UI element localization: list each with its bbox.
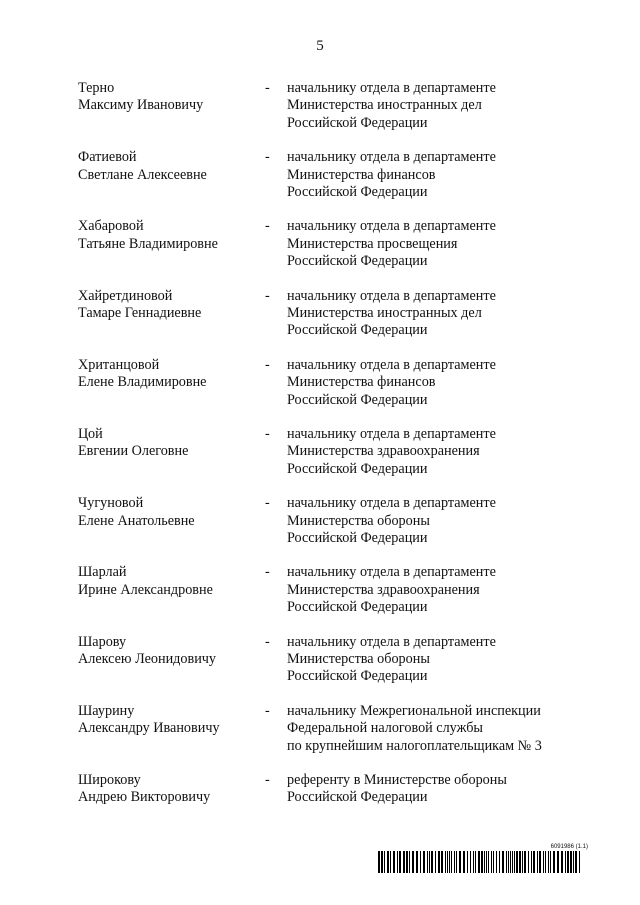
dash-separator: -: [265, 702, 270, 719]
position-title: [287, 149, 598, 218]
barcode-bar: [565, 851, 566, 873]
barcode-bar: [463, 851, 465, 873]
position-line: начальнику отдела в департаменте: [287, 356, 496, 373]
barcode-bar: [478, 851, 480, 873]
barcode-bar: [488, 851, 489, 873]
dash-separator: -: [265, 287, 270, 304]
person-given-names: Евгении Олеговне: [78, 443, 189, 460]
position-line: референту в Министерстве обороны: [287, 771, 507, 788]
barcode-bar: [427, 851, 428, 873]
position-line: Федеральной налоговой службы: [287, 720, 483, 737]
position-line: начальнику отдела в департаменте: [287, 633, 496, 650]
position-title: [287, 564, 598, 633]
dash-separator: -: [265, 771, 270, 788]
barcode-bar: [537, 851, 538, 873]
position-title: [287, 288, 598, 357]
person-name: [78, 772, 265, 841]
barcode-bar: [381, 851, 383, 873]
position-line: Министерства обороны: [287, 512, 430, 529]
list-item: [78, 634, 598, 703]
person-name: [78, 703, 265, 772]
barcode-bar: [387, 851, 389, 873]
position-line: Министерства финансов: [287, 374, 436, 391]
person-surname: Шарлай: [78, 564, 127, 581]
dash-separator: -: [265, 149, 270, 166]
barcode-bar: [567, 851, 569, 873]
position-line: начальнику отдела в департаменте: [287, 149, 496, 166]
barcode-bar: [514, 851, 515, 873]
dash-separator: -: [265, 564, 270, 581]
barcode-bar: [502, 851, 504, 873]
barcode-bar: [445, 851, 446, 873]
barcode-bar: [420, 851, 421, 873]
barcode-bars: [378, 851, 588, 873]
person-surname: Хайретдиновой: [78, 287, 173, 304]
person-given-names: Алексею Леонидовичу: [78, 650, 217, 667]
dash-separator: -: [265, 425, 270, 442]
dash-separator: -: [265, 495, 270, 512]
barcode-bar: [484, 851, 485, 873]
barcode-bar: [393, 851, 395, 873]
barcode-bar: [575, 851, 577, 873]
person-surname: Фатиевой: [78, 149, 137, 166]
person-given-names: Ирине Александровне: [78, 581, 213, 598]
position-line: Российской Федерации: [287, 391, 428, 408]
barcode-bar: [486, 851, 487, 873]
list-item: [78, 703, 598, 772]
position-line: начальнику отдела в департаменте: [287, 495, 496, 512]
position-line: Российской Федерации: [287, 184, 428, 200]
person-surname: Терно: [78, 80, 115, 96]
barcode-bar: [449, 851, 450, 873]
dash-separator: -: [265, 80, 270, 96]
person-name: [78, 634, 265, 703]
position-line: Министерства здравоохранения: [287, 443, 480, 460]
person-given-names: Татьяне Владимировне: [78, 235, 218, 252]
barcode-bar: [409, 851, 410, 873]
person-given-names: Андрею Викторовичу: [78, 789, 211, 806]
position-line: Российской Федерации: [287, 789, 428, 806]
list-item: [78, 149, 598, 218]
position-line: Министерства иностранных дел: [287, 304, 482, 321]
barcode-bar: [390, 851, 391, 873]
barcode-bar: [438, 851, 440, 873]
position-line: Министерства здравоохранения: [287, 581, 480, 598]
person-surname: Цой: [78, 425, 103, 442]
barcode-bar: [573, 851, 574, 873]
person-name: [78, 149, 265, 218]
person-name: [78, 426, 265, 495]
person-surname: Шарову: [78, 633, 127, 650]
barcode-bar: [456, 851, 457, 873]
barcode: [378, 844, 588, 873]
barcode-bar: [528, 851, 529, 873]
list-item: [78, 218, 598, 287]
position-line: начальнику Межрегиональной инспекции: [287, 702, 541, 719]
position-line: по крупнейшим налогоплательщикам № 3: [287, 737, 542, 754]
barcode-bar: [553, 851, 555, 873]
person-given-names: Тамаре Геннадиевне: [78, 304, 202, 321]
position-line: начальнику отдела в департаменте: [287, 564, 496, 581]
position-line: Министерства просвещения: [287, 235, 458, 252]
dash-separator: -: [265, 356, 270, 373]
barcode-bar: [423, 851, 425, 873]
barcode-bar: [447, 851, 448, 873]
barcode-bar: [454, 851, 455, 873]
person-surname: Широкову: [78, 771, 141, 788]
barcode-bar: [579, 851, 580, 873]
barcode-bar: [481, 851, 483, 873]
barcode-bar: [508, 851, 509, 873]
person-surname: Хабаровой: [78, 218, 144, 235]
barcode-bar: [470, 851, 471, 873]
position-line: начальнику отдела в департаменте: [287, 218, 496, 235]
position-line: Российской Федерации: [287, 322, 428, 339]
person-name: [78, 564, 265, 633]
barcode-bar: [533, 851, 535, 873]
list-item: [78, 495, 598, 564]
barcode-bar: [522, 851, 523, 873]
position-title: [287, 80, 598, 149]
barcode-caption: 6091986 (1.1): [550, 844, 588, 850]
barcode-bar: [412, 851, 414, 873]
position-line: начальнику отдела в департаменте: [287, 80, 496, 96]
position-line: Российской Федерации: [287, 599, 428, 616]
position-title: [287, 634, 598, 703]
barcode-bar: [473, 851, 474, 873]
barcode-bar: [519, 851, 521, 873]
position-title: [287, 426, 598, 495]
barcode-bar: [406, 851, 408, 873]
position-line: начальнику отдела в департаменте: [287, 287, 496, 304]
person-surname: Хританцовой: [78, 356, 160, 373]
person-name: [78, 357, 265, 426]
position-line: Российской Федерации: [287, 114, 428, 131]
barcode-bar: [403, 851, 405, 873]
person-name: [78, 288, 265, 357]
position-line: Российской Федерации: [287, 460, 428, 477]
barcode-bar: [475, 851, 476, 873]
page-number: 5: [316, 38, 324, 54]
position-line: Министерства обороны: [287, 650, 430, 667]
position-line: Российской Федерации: [287, 529, 428, 546]
list-item: [78, 564, 598, 633]
position-line: Российской Федерации: [287, 253, 428, 270]
barcode-bar: [561, 851, 563, 873]
barcode-bar: [548, 851, 549, 873]
barcode-bar: [512, 851, 513, 873]
dash-separator: -: [265, 633, 270, 650]
list-item: [78, 80, 598, 149]
list-item: [78, 288, 598, 357]
person-name: [78, 218, 265, 287]
barcode-bar: [378, 851, 380, 873]
barcode-bar: [399, 851, 401, 873]
person-given-names: Елене Анатольевне: [78, 512, 195, 529]
barcode-bar: [416, 851, 418, 873]
barcode-bar: [543, 851, 544, 873]
list-item: [78, 426, 598, 495]
dash-separator: -: [265, 218, 270, 235]
barcode-bar: [550, 851, 551, 873]
position-line: Министерства финансов: [287, 166, 436, 183]
barcode-bar: [516, 851, 518, 873]
person-given-names: Александру Ивановичу: [78, 720, 220, 737]
person-name: [78, 495, 265, 564]
appointment-list: [78, 80, 598, 841]
barcode-bar: [493, 851, 494, 873]
barcode-bar: [506, 851, 507, 873]
barcode-bar: [397, 851, 398, 873]
barcode-bar: [496, 851, 497, 873]
barcode-bar: [435, 851, 436, 873]
person-given-names: Светлане Алексеевне: [78, 166, 207, 183]
person-surname: Чугуновой: [78, 495, 144, 512]
barcode-bar: [570, 851, 572, 873]
person-given-names: Елене Владимировне: [78, 374, 207, 391]
barcode-bar: [491, 851, 492, 873]
person-surname: Шаурину: [78, 702, 135, 719]
list-item: [78, 357, 598, 426]
list-item: [78, 772, 598, 841]
barcode-bar: [531, 851, 532, 873]
person-given-names: Максиму Ивановичу: [78, 97, 204, 114]
barcode-bar: [499, 851, 500, 873]
barcode-bar: [451, 851, 452, 873]
position-line: начальнику отдела в департаменте: [287, 425, 496, 442]
barcode-bar: [557, 851, 559, 873]
position-title: [287, 772, 598, 841]
position-line: Министерства иностранных дел: [287, 97, 482, 114]
barcode-bar: [429, 851, 430, 873]
barcode-bar: [524, 851, 526, 873]
barcode-bar: [441, 851, 443, 873]
position-title: [287, 703, 598, 772]
barcode-bar: [459, 851, 461, 873]
barcode-bar: [384, 851, 385, 873]
barcode-bar: [545, 851, 546, 873]
position-title: [287, 495, 598, 564]
position-title: [287, 218, 598, 287]
barcode-bar: [431, 851, 433, 873]
position-title: [287, 357, 598, 426]
barcode-bar: [539, 851, 541, 873]
barcode-bar: [467, 851, 468, 873]
position-line: Российской Федерации: [287, 668, 428, 685]
person-name: [78, 80, 265, 149]
barcode-bar: [510, 851, 511, 873]
